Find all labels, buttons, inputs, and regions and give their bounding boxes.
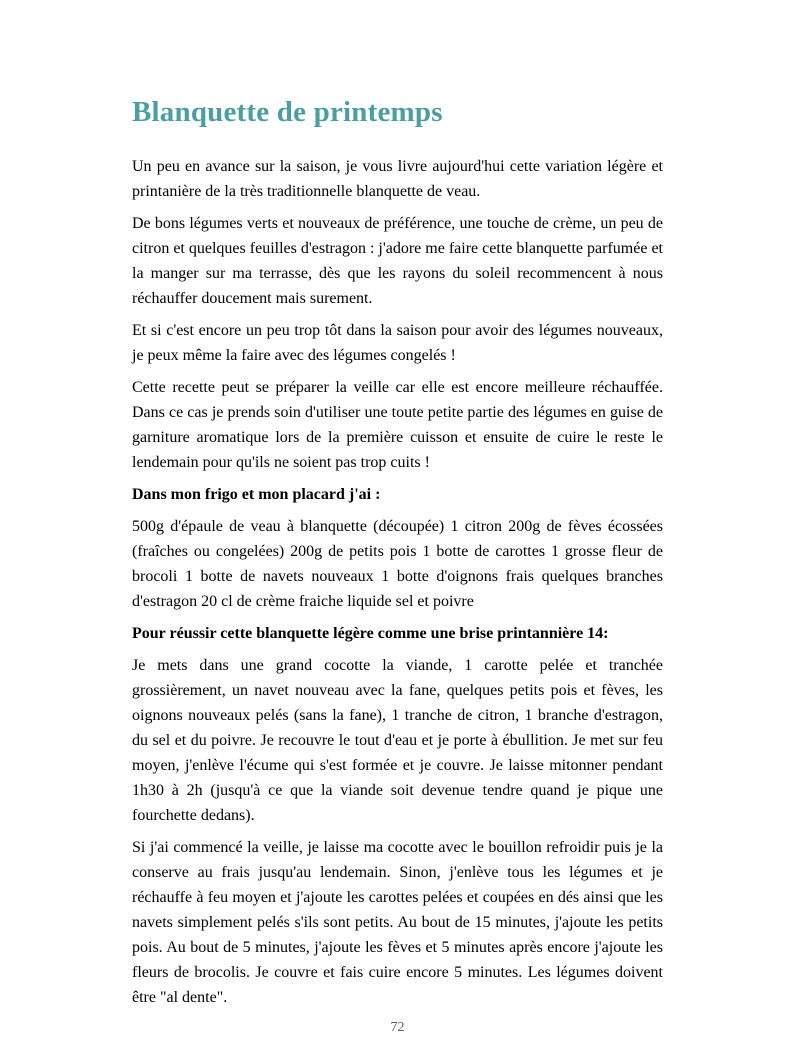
method-paragraph-1: Je mets dans une grand cocotte la viande, 1 carotte pelée et tranchée grossièrement, un navet nouveau avec la fane, quelques petits pois et fèves, les oignons nouveaux pelés (sans la fane), 1 tranche de citron, 1 branche d'estragon, du sel et du poivre. Je recouvre le tout d'eau et je porte à ébullition. Je met sur feu moyen, j'enlève l'écume qui s'est formée et je couvre. Je laisse mitonner pendant 1h30 à 2h (jusqu'à ce que la viande soit devenue tendre quand je pique une fourchette dedans). <box>132 656 663 824</box>
intro-paragraph-1: Un peu en avance sur la saison, je vous livre aujourd'hui cette variation légère et printanière de la très traditionnelle blanquette de veau. <box>132 157 663 200</box>
ingredients-heading: Dans mon frigo et mon placard j'ai : <box>132 485 381 503</box>
intro-paragraph-4: Cette recette peut se préparer la veille car elle est encore meilleure réchauffée. Dans ce cas je prends soin d'utiliser une toute petite partie des légumes en guise de garniture aromatique lors de la première cuisson et ensuite de cuire le reste le lendemain pour qu'ils ne soient pas trop cuits ! <box>132 378 663 471</box>
method-paragraph-2: Si j'ai commencé la veille, je laisse ma cocotte avec le bouillon refroidir puis je la conserve au frais jusqu'au lendemain. Sinon, j'enlève tous les légumes et je réchauffe à feu moyen et j'ajoute les carottes pelées et coupées en dés ainsi que les navets simplement pelés s'ils sont petits. Au bout de 15 minutes, j'ajoute les petits pois. Au bout de 5 minutes, j'ajoute les fèves et 5 minutes après encore j'ajoute les fleurs de brocolis. Je couvre et fais cuire encore 5 minutes. Les légumes doivent être "al dente". <box>132 838 663 1006</box>
page-title: Blanquette de printemps <box>132 96 443 128</box>
method-heading: Pour réussir cette blanquette légère comme une brise printannière 14: <box>132 624 609 642</box>
page-number: 72 <box>390 1020 405 1035</box>
intro-paragraph-3: Et si c'est encore un peu trop tôt dans la saison pour avoir des légumes nouveaux, je peux même la faire avec des légumes congelés ! <box>132 321 663 364</box>
intro-paragraph-2: De bons légumes verts et nouveaux de préférence, une touche de crème, un peu de citron et quelques feuilles d'estragon : j'adore me faire cette blanquette parfumée et la manger sur ma terrasse, dès que les rayons du soleil recommencent à nous réchauffer doucement mais surement. <box>132 214 663 307</box>
ingredients-paragraph: 500g d'épaule de veau à blanquette (découpée) 1 citron 200g de fèves écossées (fraîches ou congelées) 200g de petits pois 1 botte de carottes 1 grosse fleur de brocoli 1 botte de navets nouveaux 1 botte d'oignons frais quelques branches d'estragon 20 cl de crème fraiche liquide sel et poivre <box>132 517 663 610</box>
